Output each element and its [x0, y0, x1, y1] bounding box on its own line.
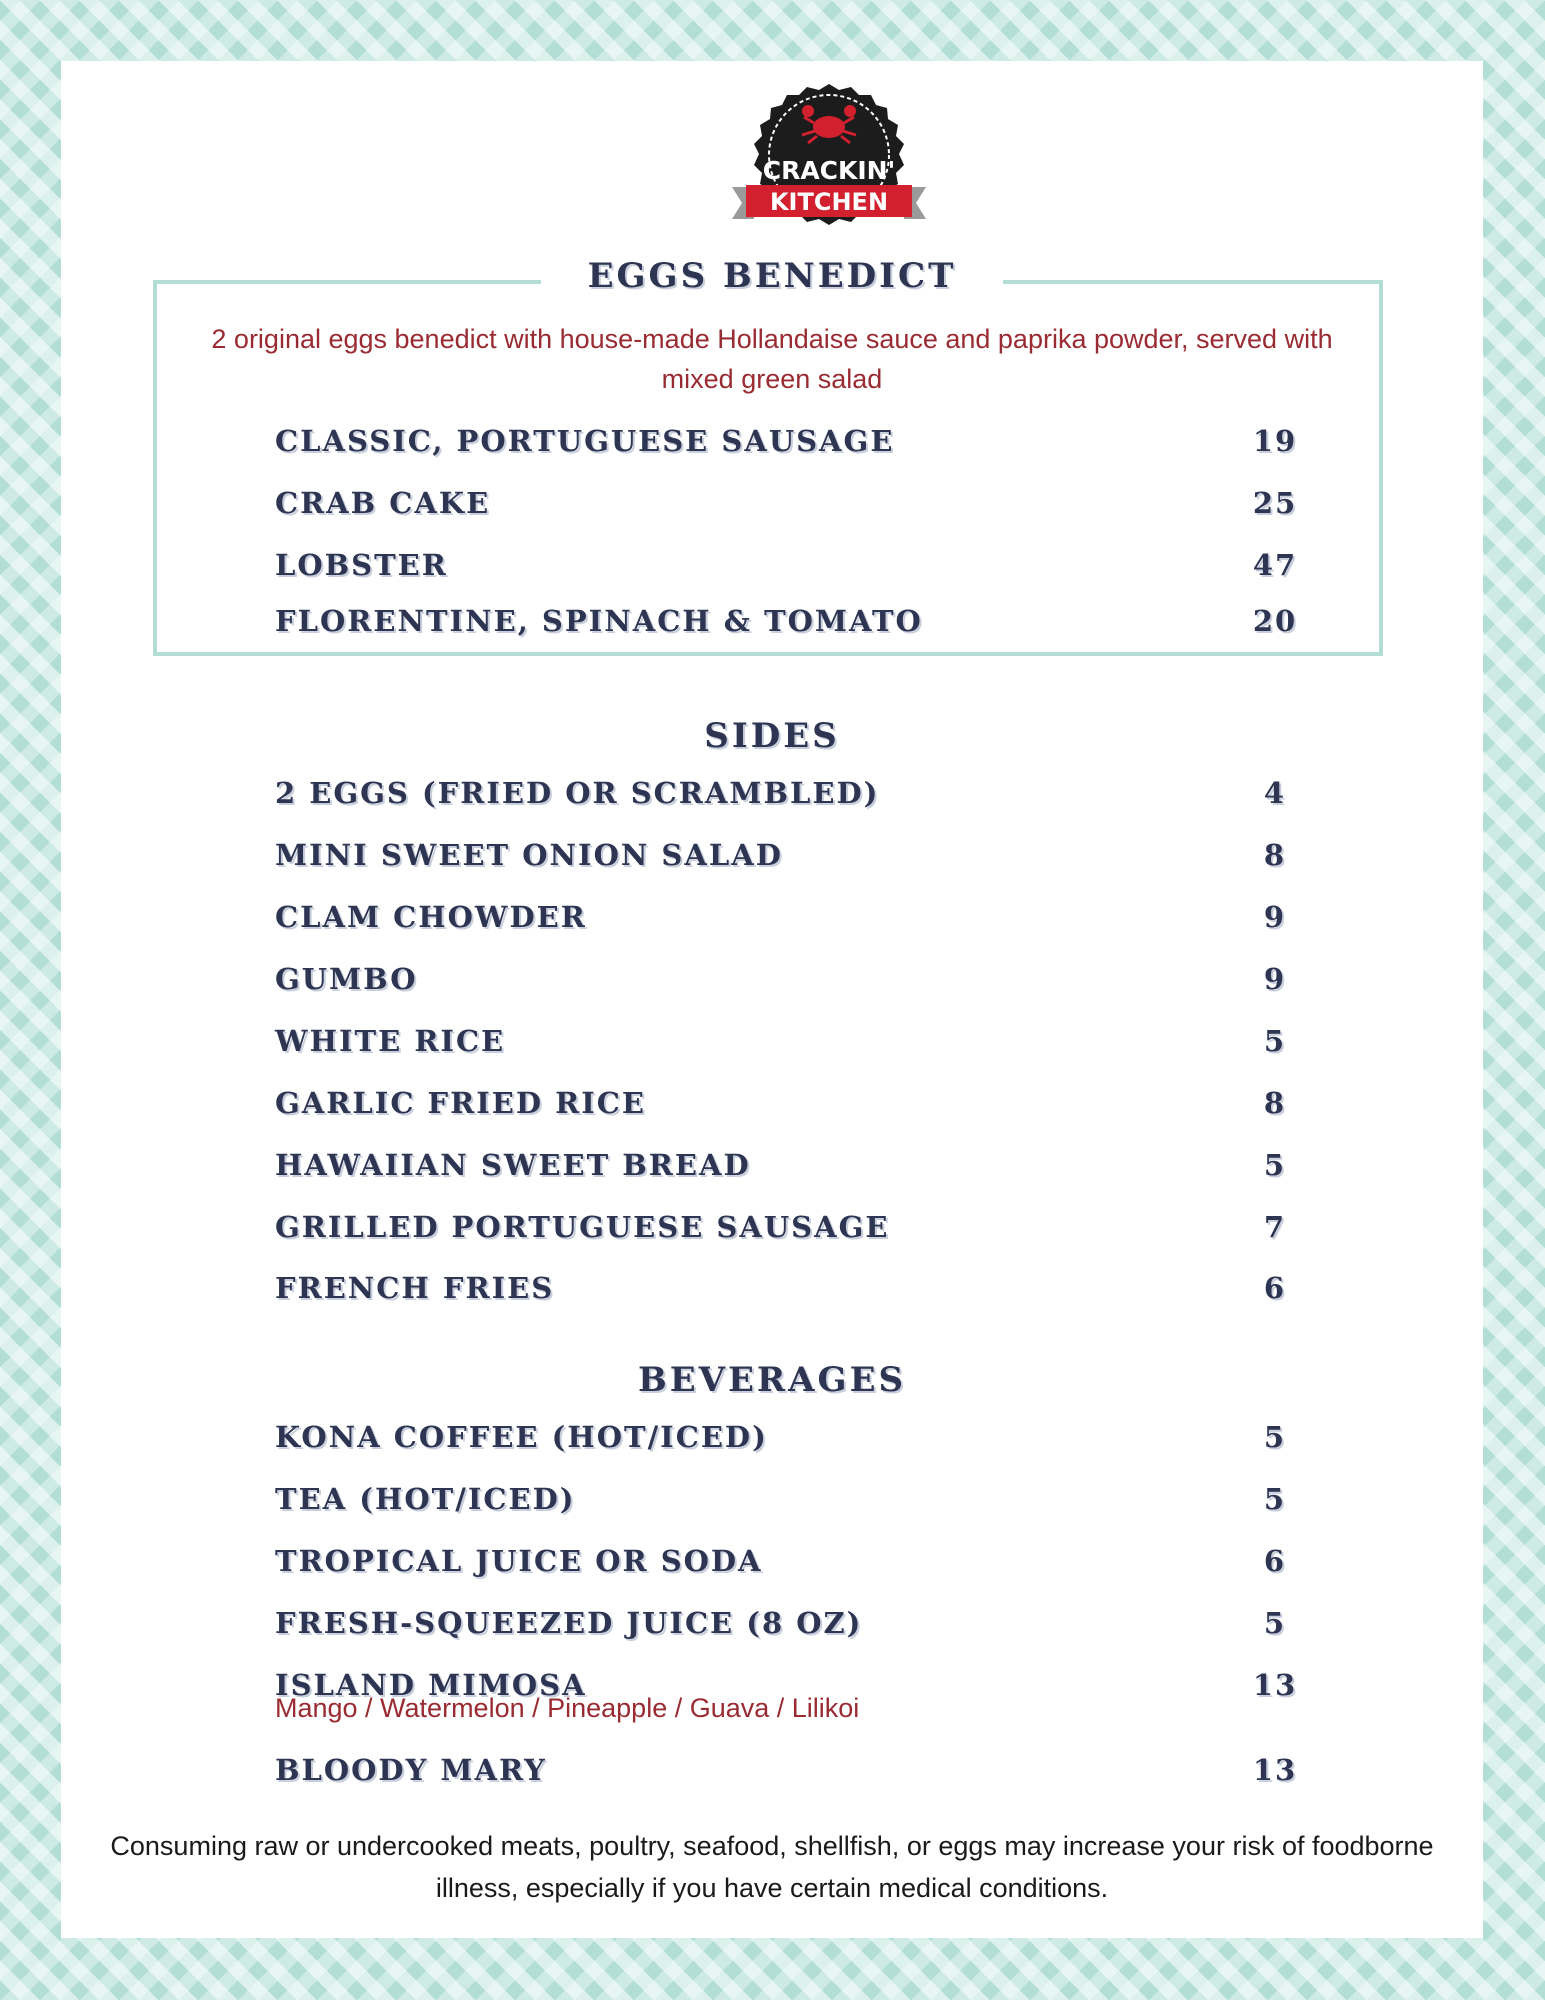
- restaurant-logo: [724, 79, 934, 269]
- list-item: [275, 483, 1335, 523]
- item-price: 19: [1252, 424, 1298, 458]
- item-name: 2 EGGS (FRIED OR SCRAMBLED): [275, 776, 880, 810]
- list-item: [275, 1603, 1335, 1643]
- beverages-title: BEVERAGES: [637, 1360, 907, 1400]
- list-item: [275, 1417, 1335, 1457]
- item-name: TEA (HOT/ICED): [275, 1482, 576, 1516]
- item-name: FRENCH FRIES: [275, 1271, 555, 1305]
- item-name: HAWAIIAN SWEET BREAD: [275, 1148, 751, 1182]
- eggs-benedict-description: 2 original eggs benedict with house-made Hollandaise sauce and paprika powder, served with mixed green salad: [211, 324, 1333, 394]
- item-name: LOBSTER: [275, 548, 448, 582]
- logo-line1: CRACKIN': [762, 156, 896, 185]
- item-name: CLASSIC, PORTUGUESE SAUSAGE: [275, 424, 895, 458]
- item-price: 7: [1263, 1210, 1287, 1244]
- item-name: ISLAND MIMOSA: [275, 1668, 587, 1702]
- eggs-benedict-title: EGGS BENEDICT: [541, 256, 1003, 296]
- list-item: [275, 1207, 1335, 1247]
- item-name: GRILLED PORTUGUESE SAUSAGE: [275, 1210, 890, 1244]
- list-item: [275, 1021, 1335, 1061]
- item-price: 8: [1263, 1086, 1287, 1120]
- item-price: 13: [1252, 1753, 1298, 1787]
- item-price: 8: [1263, 838, 1287, 872]
- logo-line2: KITCHEN: [769, 188, 889, 216]
- item-price: 5: [1263, 1148, 1287, 1182]
- item-name: MINI SWEET ONION SALAD: [275, 838, 783, 872]
- list-item: [275, 897, 1335, 937]
- list-item: [275, 545, 1335, 585]
- item-price: 9: [1263, 962, 1287, 996]
- sides-title: SIDES: [704, 716, 840, 756]
- item-name: GARLIC FRIED RICE: [275, 1086, 646, 1120]
- item-price: 47: [1252, 548, 1298, 582]
- item-price: 25: [1252, 486, 1298, 520]
- list-item: [275, 601, 1335, 641]
- list-item: [275, 1479, 1335, 1519]
- list-item: [275, 1083, 1335, 1123]
- item-name: BLOODY MARY: [275, 1753, 547, 1787]
- list-item: [275, 1750, 1335, 1790]
- item-name: CRAB CAKE: [275, 486, 491, 520]
- item-price: 5: [1263, 1420, 1287, 1454]
- item-name: CLAM CHOWDER: [275, 900, 587, 934]
- item-price: 5: [1263, 1482, 1287, 1516]
- item-price: 13: [1252, 1668, 1298, 1702]
- list-item: [275, 1268, 1335, 1308]
- item-name: TROPICAL JUICE OR SODA: [275, 1544, 763, 1578]
- item-name: WHITE RICE: [275, 1024, 506, 1058]
- list-item: [275, 1541, 1335, 1581]
- item-price: 6: [1263, 1271, 1287, 1305]
- item-name: GUMBO: [275, 962, 418, 996]
- item-price: 4: [1263, 776, 1287, 810]
- food-safety-disclaimer: Consuming raw or undercooked meats, poultry, seafood, shellfish, or eggs may increase your risk of foodborne illness, especially if you have certain medical conditions.: [110, 1831, 1434, 1903]
- item-price: 5: [1263, 1024, 1287, 1058]
- item-price: 9: [1263, 900, 1287, 934]
- list-item: [275, 959, 1335, 999]
- mimosa-flavors: Mango / Watermelon / Pineapple / Guava / Lilikoi: [275, 1693, 860, 1723]
- item-name: FLORENTINE, SPINACH & TOMATO: [275, 604, 923, 638]
- item-name: FRESH-SQUEEZED JUICE (8 OZ): [275, 1606, 863, 1640]
- list-item: [275, 835, 1335, 875]
- item-name: KONA COFFEE (HOT/ICED): [275, 1420, 768, 1454]
- list-item: [275, 421, 1335, 461]
- list-item: [275, 773, 1335, 813]
- item-price: 6: [1263, 1544, 1287, 1578]
- list-item: [275, 1145, 1335, 1185]
- item-price: 5: [1263, 1606, 1287, 1640]
- menu-panel: [61, 61, 1483, 1938]
- item-price: 20: [1252, 604, 1298, 638]
